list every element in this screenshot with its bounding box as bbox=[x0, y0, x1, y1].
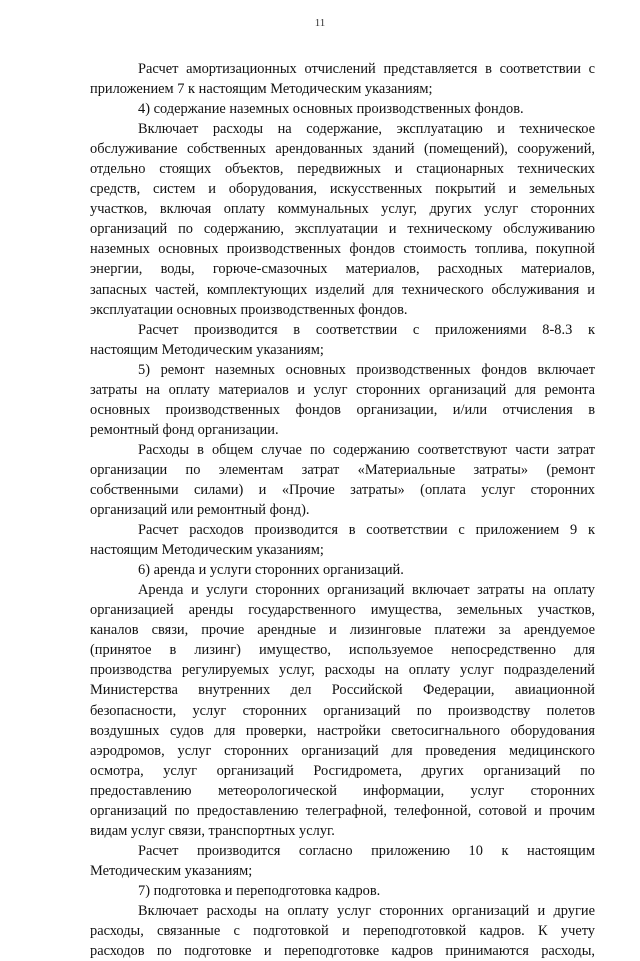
text-line: наземных основных производственных фондов стоимость топлива, покупной bbox=[90, 241, 595, 258]
text-line: отдельно стоящих объектов, передвижных и стационарных технических bbox=[90, 161, 595, 178]
text-line: Методическим указаниям; bbox=[90, 862, 253, 879]
text-line: Расходы в общем случае по содержанию соответствуют части затрат bbox=[138, 441, 595, 458]
document-body bbox=[90, 59, 595, 961]
text-line: Включает расходы на оплату услуг сторонних организаций и другие bbox=[138, 902, 595, 919]
text-line: (принятое в лизинг) имущество, используемое непосредственно для bbox=[90, 642, 595, 659]
text-line: производства регулируемых услуг, расходы на оплату услуг подразделений bbox=[90, 662, 595, 679]
text-line: расходов по подготовке и переподготовке кадров принимаются расходы, bbox=[90, 943, 595, 960]
text-line: Министерства внутренних дел Российской Федерации, авиационной bbox=[90, 682, 595, 699]
text-line: собственными силами) и «Прочие затраты» (оплата услуг сторонних bbox=[90, 481, 595, 498]
text-line: 4) содержание наземных основных производственных фондов. bbox=[138, 101, 524, 118]
text-line: настоящим Методическим указаниям; bbox=[90, 542, 324, 559]
text-line: видам услуг связи, транспортных услуг. bbox=[90, 822, 335, 839]
text-line: Расчет расходов производится в соответствии с приложением 9 к bbox=[138, 522, 595, 539]
text-line: организации по элементам затрат «Материальные затраты» (ремонт bbox=[90, 461, 595, 478]
text-line: предоставлению метеорологической информации, услуг сторонних bbox=[90, 782, 595, 799]
text-line: организаций по содержанию, эксплуатации и техническому обслуживанию bbox=[90, 221, 595, 238]
text-line: безопасности, услуг сторонних организаций по производству полетов bbox=[90, 702, 595, 719]
text-line: основных производственных фондов организации, и/или отчисления в bbox=[90, 401, 595, 418]
text-line: ремонтный фонд организации. bbox=[90, 421, 279, 438]
page-number: 11 bbox=[314, 17, 326, 29]
text-line: 5) ремонт наземных основных производственных фондов включает bbox=[138, 361, 595, 378]
text-line: организаций по предоставлению телеграфной, телефонной, сотовой и прочим bbox=[90, 802, 595, 819]
text-line: воздушных судов для проверки, настройки светосигнального оборудования bbox=[90, 722, 595, 739]
text-line: 7) подготовка и переподготовка кадров. bbox=[138, 882, 381, 899]
text-line: затраты на оплату материалов и услуг сторонних организаций для ремонта bbox=[90, 381, 595, 398]
text-line: средств, систем и оборудования, искусственных покрытий и земельных bbox=[90, 181, 595, 198]
text-line: каналов связи, прочие арендные и лизинговые платежи за арендуемое bbox=[90, 622, 595, 639]
text-line: приложением 7 к настоящим Методическим указаниям; bbox=[90, 81, 433, 98]
text-line: участков, включая оплату коммунальных услуг, других услуг сторонних bbox=[90, 201, 595, 218]
text-line: 6) аренда и услуги сторонних организаций. bbox=[138, 562, 404, 579]
text-line: Расчет амортизационных отчислений представляется в соответствии с bbox=[138, 61, 595, 77]
text-line: Расчет производится в соответствии с приложениями 8-8.3 к bbox=[138, 321, 595, 338]
text-line: осмотра, услуг организаций Росгидромета, других организаций по bbox=[90, 762, 595, 779]
text-line: Включает расходы на содержание, эксплуатацию и техническое bbox=[138, 121, 595, 138]
text-line: аэродромов, услуг сторонних организаций для проведения медицинского bbox=[90, 742, 595, 759]
text-line: Аренда и услуги сторонних организаций включает затраты на оплату bbox=[138, 582, 595, 599]
text-line: настоящим Методическим указаниям; bbox=[90, 341, 324, 358]
text-line: эксплуатации основных производственных фондов. bbox=[90, 301, 408, 318]
text-line: организацией аренды государственного имущества, земельных участков, bbox=[90, 602, 595, 619]
text-line: Расчет производится согласно приложению 10 к настоящим bbox=[138, 842, 595, 859]
text-line: организаций или ремонтный фонд). bbox=[90, 502, 310, 519]
text-line: запасных частей, комплектующих изделий для технического обслуживания и bbox=[90, 281, 595, 298]
text-line: расходы, связанные с подготовкой и переподготовкой кадров. К учету bbox=[90, 923, 595, 940]
text-line: энергии, воды, горюче-смазочных материалов, расходных материалов, bbox=[90, 261, 595, 278]
text-line: обслуживание собственных арендованных зданий (помещений), сооружений, bbox=[90, 141, 595, 158]
